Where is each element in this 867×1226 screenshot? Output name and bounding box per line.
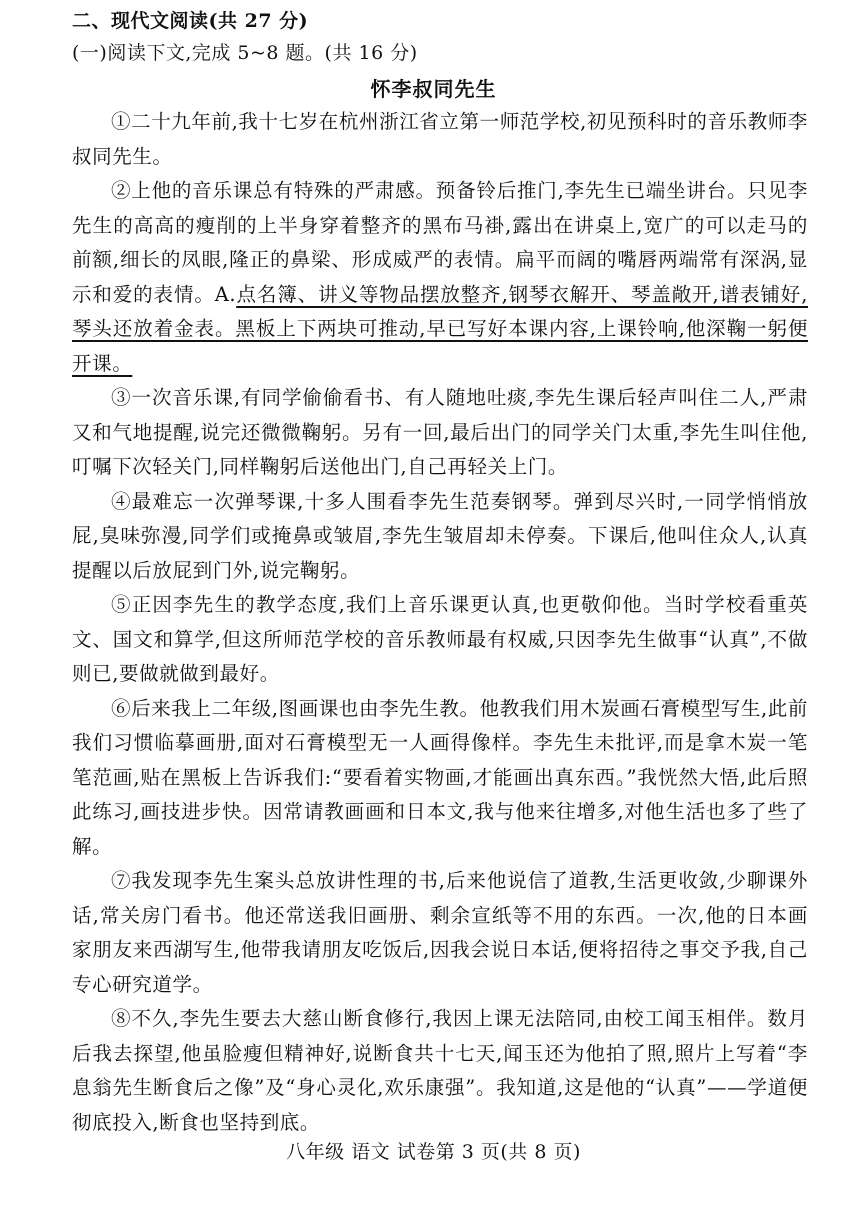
paragraph-5: ⑤正因李先生的教学态度,我们上音乐课更认真,也更敬仰他。当时学校看重英文、国文和算学,但这所师范学校的音乐教师最有权威,只因李先生做事“认真”,不做则已,要做就做到最好。 [72,593,808,685]
article-body [72,105,808,1140]
paragraph-8: ⑧不久,李先生要去大慈山断食修行,我因上课无法陪同,由校工闻玉相伴。数月后我去探望,他虽脸瘦但精神好,说断食共十七天,闻玉还为他拍了照,照片上写着“李息翁先生断食后之像”及“身心灵化,欢乐康强”。我知道,这是他的“认真”——学道便彻底投入,断食也坚持到底。 [72,1007,808,1134]
paragraph-4: ④最难忘一次弹琴课,十多人围看李先生范奏钢琴。弹到尽兴时,一同学悄悄放屁,臭味弥漫,同学们或掩鼻或皱眉,李先生皱眉却未停奏。下课后,他叫住众人,认真提醒以后放屁到门外,说完鞠躬。 [72,489,808,582]
paragraph-1: ①二十九年前,我十七岁在杭州浙江省立第一师范学校,初见预科时的音乐教师李叔同先生。 [72,110,808,168]
question-group-heading: (一)阅读下文,完成 5~8 题。(共 16 分) [72,42,418,64]
underlined-sentence-a: 点名簿、讲义等物品摆放整齐,钢琴衣解开、琴盖敞开,谱表铺好,琴头还放着金表。黑板上下两块可推动,早已写好本课内容,上课铃响,他深鞠一躬便开课。 [72,282,808,375]
article-title: 怀李叔同先生 [370,77,497,101]
section-heading: 二、现代文阅读(共 27 分) [72,10,309,32]
paragraph-6: ⑥后来我上二年级,图画课也由李先生教。他教我们用木炭画石膏模型写生,此前我们习惯临摹画册,面对石膏模型无一人画得像样。李先生未批评,而是拿木炭一笔笔范画,贴在黑板上告诉我们:“要看着实物画,才能画出真东西。”我恍然大悟,此后照此练习,画技进步快。因常请教画画和日本文,我与他来往增多,对他生活也多了些了解。 [72,696,808,858]
paragraph-2 [72,174,808,381]
paragraph-2-text: ②上他的音乐课总有特殊的严肃感。预备铃后推门,李先生已端坐讲台。只见李先生的高高的瘦削的上半身穿着整齐的黑布马褂,露出在讲桌上,宽广的可以走马的前额,细长的凤眼,隆正的鼻梁、形成威严的表情。扁平而阔的嘴唇两端常有深涡,显示和爱的表情。A. [72,179,808,306]
paragraph-3: ③一次音乐课,有同学偷偷看书、有人随地吐痰,李先生课后轻声叫住二人,严肃又和气地提醒,说完还微微鞠躬。另有一回,最后出门的同学关门太重,李先生叫住他,叮嘱下次轻关门,同样鞠躬后送他出门,自己再轻关上门。 [72,386,808,478]
paragraph-7: ⑦我发现李先生案头总放讲性理的书,后来他说信了道教,生活更收敛,少聊课外话,常关房门看书。他还常送我旧画册、剩余宣纸等不用的东西。一次,他的日本画家朋友来西湖写生,他带我请朋友吃饭后,因我会说日本话,便将招待之事交予我,自己专心研究道学。 [72,869,808,996]
page-footer: 八年级 语文 试卷第 3 页(共 8 页) [286,1141,581,1163]
